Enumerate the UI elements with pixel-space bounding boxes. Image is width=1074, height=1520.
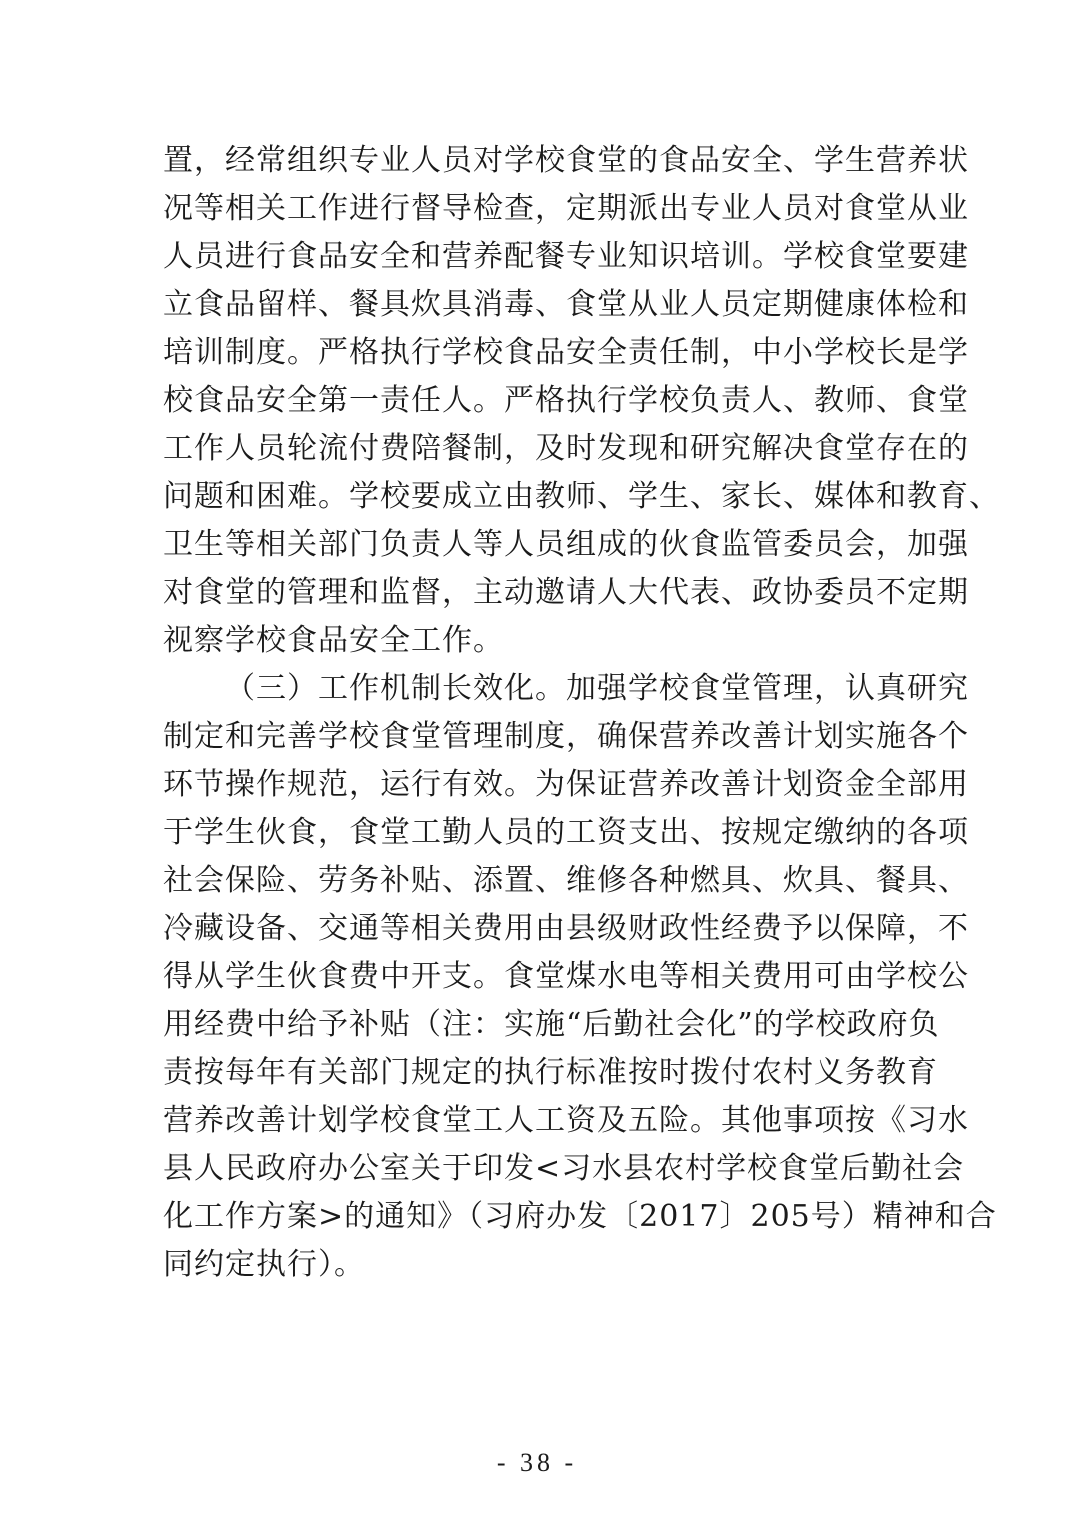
text-line: 化工作方案>的通知》（习府办发〔2017〕205号）精神和合	[163, 1199, 997, 1234]
section-heading-line: （三）工作机制长效化。加强学校食堂管理，认真研究	[225, 671, 969, 706]
text-line: 营养改善计划学校食堂工人工资及五险。其他事项按《习水	[163, 1103, 969, 1138]
text-line: 工作人员轮流付费陪餐制，及时发现和研究解决食堂存在的	[163, 431, 969, 466]
text-line: 卫生等相关部门负责人等人员组成的伙食监管委员会，加强	[163, 527, 969, 562]
page-number: - 38 -	[496, 1448, 578, 1477]
text-line: 人员进行食品安全和营养配餐专业知识培训。学校食堂要建	[163, 239, 969, 274]
text-line: 社会保险、劳务补贴、添置、维修各种燃具、炊具、餐具、	[163, 863, 969, 898]
text-line: 置，经常组织专业人员对学校食堂的食品安全、学生营养状	[163, 143, 969, 178]
paragraph-1	[163, 137, 1000, 665]
text-line: 培训制度。严格执行学校食品安全责任制，中小学校长是学	[163, 335, 969, 370]
paragraph-2	[163, 665, 997, 1289]
text-line: 制定和完善学校食堂管理制度，确保营养改善计划实施各个	[163, 719, 969, 754]
text-line: 环节操作规范，运行有效。为保证营养改善计划资金全部用	[163, 767, 969, 802]
text-line: 视察学校食品安全工作。	[163, 623, 504, 658]
text-line: 同约定执行）。	[163, 1247, 365, 1282]
text-line: 问题和困难。学校要成立由教师、学生、家长、媒体和教育、	[163, 479, 1000, 514]
text-line: 冷藏设备、交通等相关费用由县级财政性经费予以保障，不	[163, 911, 969, 946]
text-line: 得从学生伙食费中开支。食堂煤水电等相关费用可由学校公	[163, 959, 969, 994]
text-line: 县人民政府办公室关于印发<习水县农村学校食堂后勤社会	[163, 1151, 965, 1186]
text-line: 校食品安全第一责任人。严格执行学校负责人、教师、食堂	[163, 383, 969, 418]
text-line: 责按每年有关部门规定的执行标准按时拨付农村义务教育	[163, 1055, 938, 1090]
text-line: 况等相关工作进行督导检查，定期派出专业人员对食堂从业	[163, 191, 969, 226]
body-text	[163, 137, 1000, 1289]
text-line: 于学生伙食，食堂工勤人员的工资支出、按规定缴纳的各项	[163, 815, 969, 850]
text-line: 对食堂的管理和监督，主动邀请人大代表、政协委员不定期	[163, 575, 969, 610]
text-line: 立食品留样、餐具炊具消毒、食堂从业人员定期健康体检和	[163, 287, 969, 322]
text-line: 用经费中给予补贴（注：实施“后勤社会化”的学校政府负	[163, 1007, 940, 1042]
